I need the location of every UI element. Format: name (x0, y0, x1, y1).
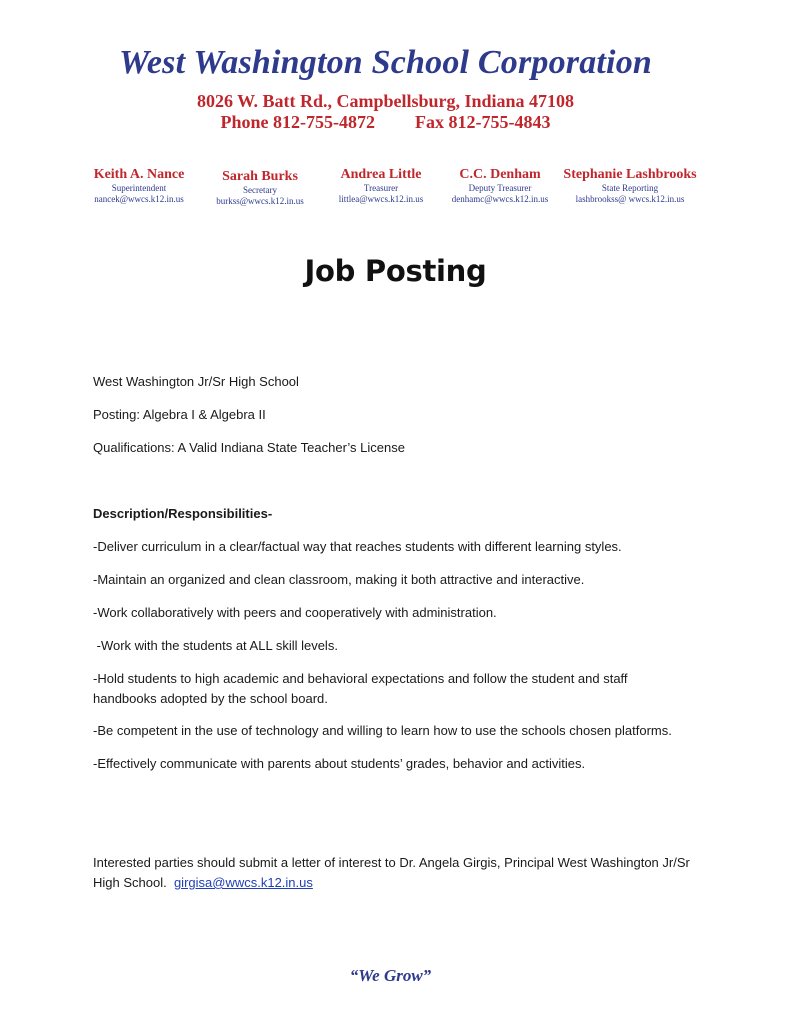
responsibility-item: -Deliver curriculum in a clear/factual way that reaches students with different learning styles. (93, 539, 622, 554)
staff-email: littlea@wwcs.k12.in.us (338, 194, 424, 204)
staff-entry (560, 166, 700, 205)
org-fax: Fax 812-755-4843 (415, 112, 551, 132)
staff-email: lashbrookss@ wwcs.k12.in.us (575, 194, 685, 204)
staff-name: Sarah Burks (222, 169, 298, 184)
org-address: 8026 W. Batt Rd., Campbellsburg, Indiana 47108 (196, 91, 575, 111)
posting-line: Posting: Algebra I & Algebra II (93, 407, 266, 422)
staff-email: burkss@wwcs.k12.in.us (216, 196, 304, 206)
staff-entry (84, 166, 194, 205)
contact-paragraph (93, 853, 708, 893)
contact-text: Interested parties should submit a letter of interest to Dr. Angela Girgis, Principal West Washington Jr/Sr High School. (93, 855, 690, 890)
staff-email: nancek@wwcs.k12.in.us (94, 194, 184, 204)
org-phone: Phone 812-755-4872 (220, 112, 375, 132)
responsibility-item: -Effectively communicate with parents about students’ grades, behavior and activities. (93, 756, 586, 771)
responsibility-item: -Hold students to high academic and behavioral expectations and follow the student and staff handbooks adopted by the school board. (93, 671, 628, 706)
staff-entry (445, 166, 555, 205)
staff-role: Deputy Treasurer (468, 183, 532, 193)
staff-role: Treasurer (363, 183, 399, 193)
responsibility-item: -Work collaboratively with peers and cooperatively with administration. (93, 605, 497, 620)
staff-name: C.C. Denham (459, 167, 541, 182)
staff-role: Superintendent (111, 183, 167, 193)
staff-email: denhamc@wwcs.k12.in.us (451, 194, 549, 204)
staff-role: Secretary (243, 185, 277, 195)
staff-name: Keith A. Nance (93, 167, 185, 182)
contact-email-link[interactable]: girgisa@wwcs.k12.in.us (173, 875, 313, 890)
staff-entry (326, 166, 436, 205)
document-title: Job Posting (304, 254, 487, 288)
org-name: West Washington School Corporation (118, 44, 653, 81)
qualifications-line: Qualifications: A Valid Indiana State Teacher’s License (93, 440, 405, 455)
staff-name: Andrea Little (340, 167, 422, 182)
school-name: West Washington Jr/Sr High School (93, 374, 299, 389)
footer-motto: “We Grow” (349, 966, 432, 985)
staff-name: Stephanie Lashbrooks (563, 167, 697, 182)
responsibilities-heading: Description/Responsibilities- (93, 506, 273, 521)
staff-entry (205, 168, 315, 207)
responsibility-item: -Maintain an organized and clean classroom, making it both attractive and interactive. (93, 572, 585, 587)
responsibility-item: -Be competent in the use of technology and willing to learn how to use the schools chosen platforms. (93, 723, 672, 738)
staff-role: State Reporting (601, 183, 659, 193)
org-contact-numbers (0, 112, 771, 133)
responsibility-item: -Work with the students at ALL skill levels. (93, 638, 338, 653)
